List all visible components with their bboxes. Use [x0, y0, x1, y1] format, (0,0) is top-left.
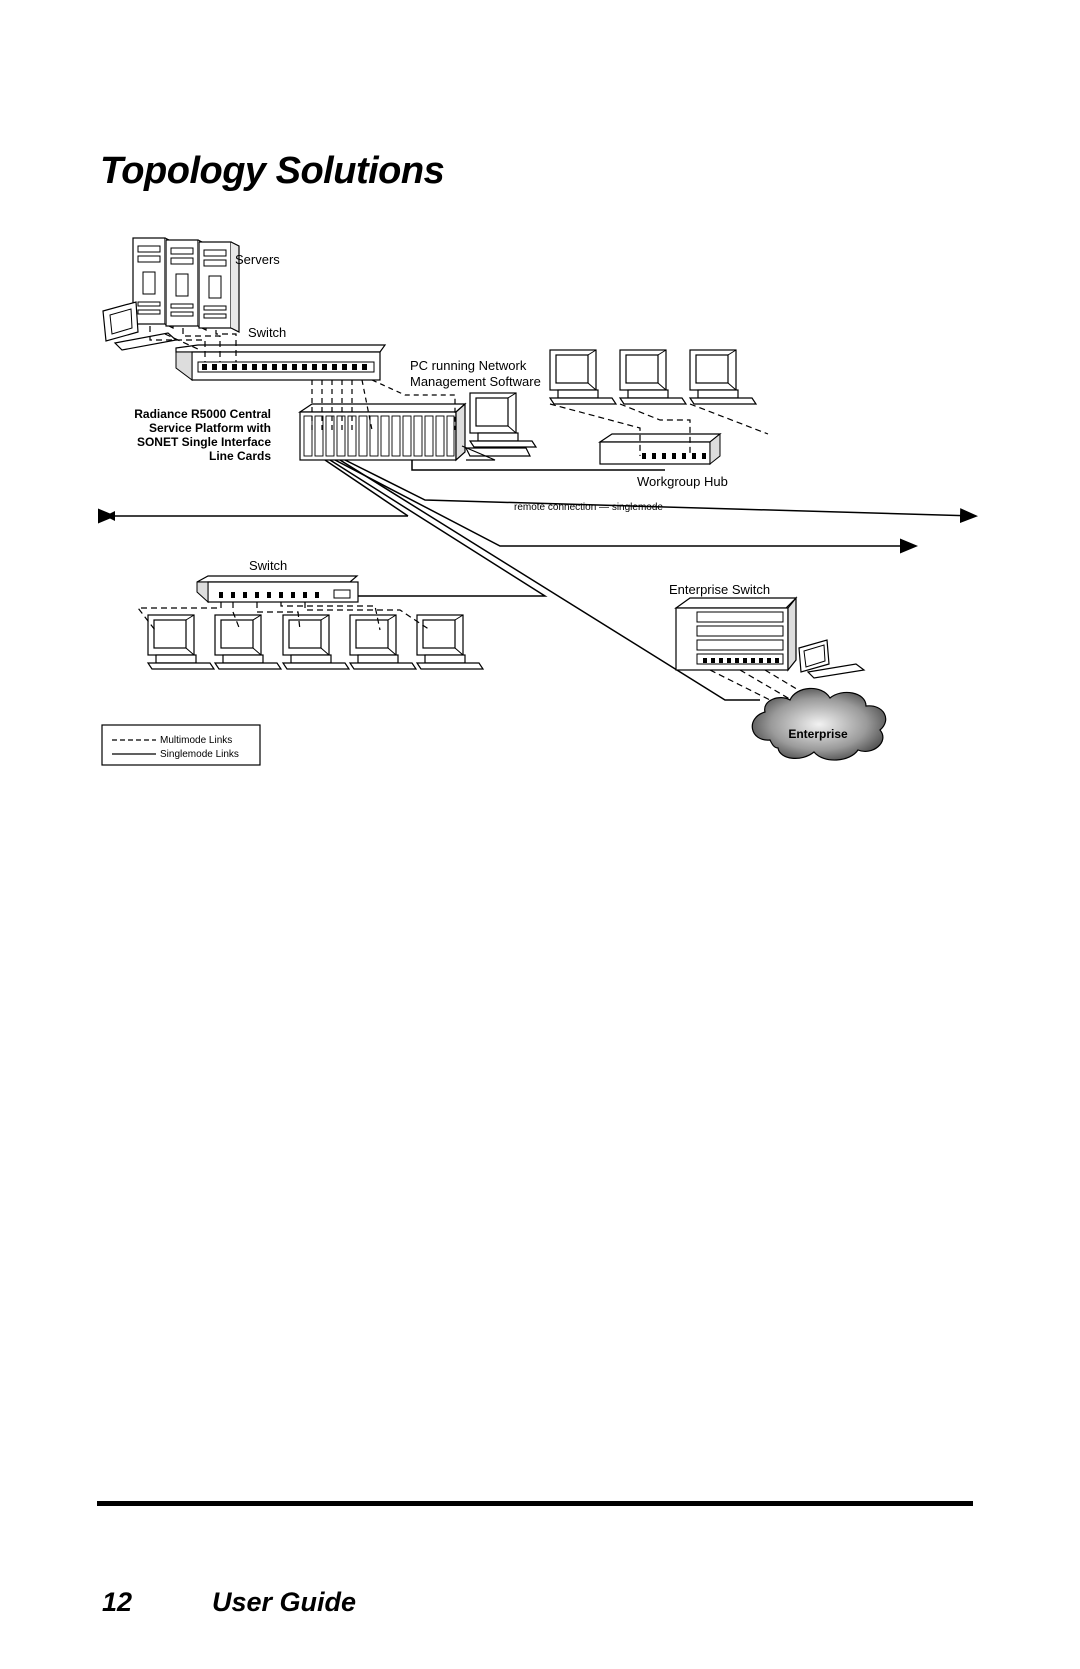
footer-guide-title: User Guide	[212, 1587, 357, 1617]
topology-diagram	[0, 0, 1080, 800]
user-pc-icon	[215, 615, 281, 669]
workgroup-hub-label: Workgroup Hub	[637, 474, 728, 489]
switch-bottom-label: Switch	[249, 558, 288, 573]
page-title: Topology Solutions	[100, 150, 445, 192]
user-pc-icon	[417, 615, 483, 669]
footer-rule	[97, 1501, 973, 1506]
switch-top-label: Switch	[248, 325, 287, 340]
workgroup-pc-icon	[690, 350, 756, 404]
remote-connection-label: remote connection — singlemode	[514, 502, 663, 513]
enterprise-cloud-icon	[752, 688, 885, 760]
nms-pc-icon	[470, 393, 536, 447]
user-pc-icon	[148, 615, 214, 669]
radiance-chassis-icon	[300, 404, 465, 460]
radiance-label-line1: Radiance R5000 Central	[134, 407, 271, 421]
pc-nms-label-line1: PC running Network	[410, 358, 527, 373]
top-switch-icon	[176, 345, 385, 380]
workgroup-pc-icon	[620, 350, 686, 404]
servers-icon	[133, 238, 239, 332]
user-pc-icon	[350, 615, 416, 669]
pc-nms-label-line2: Management Software	[410, 374, 541, 389]
radiance-label-line3: SONET Single Interface	[136, 435, 271, 449]
enterprise-switch-label: Enterprise Switch	[669, 582, 771, 597]
radiance-label-line2: Service Platform with	[148, 421, 271, 435]
enterprise-label: Enterprise	[788, 727, 848, 741]
bottom-switch-icon	[197, 576, 358, 602]
legend-singlemode-label: Singlemode Links	[160, 749, 239, 760]
user-pc-icon	[283, 615, 349, 669]
legend	[102, 725, 260, 765]
radiance-label-line4: Line Cards	[208, 449, 271, 463]
enterprise-switch-icon	[676, 598, 796, 670]
servers-label: Servers	[235, 252, 280, 267]
page-number: 12	[102, 1587, 133, 1617]
legend-multimode-label: Multimode Links	[160, 735, 233, 746]
workgroup-pc-icon	[550, 350, 616, 404]
enterprise-pc-icon	[799, 640, 864, 678]
workgroup-hub-icon	[600, 434, 720, 464]
